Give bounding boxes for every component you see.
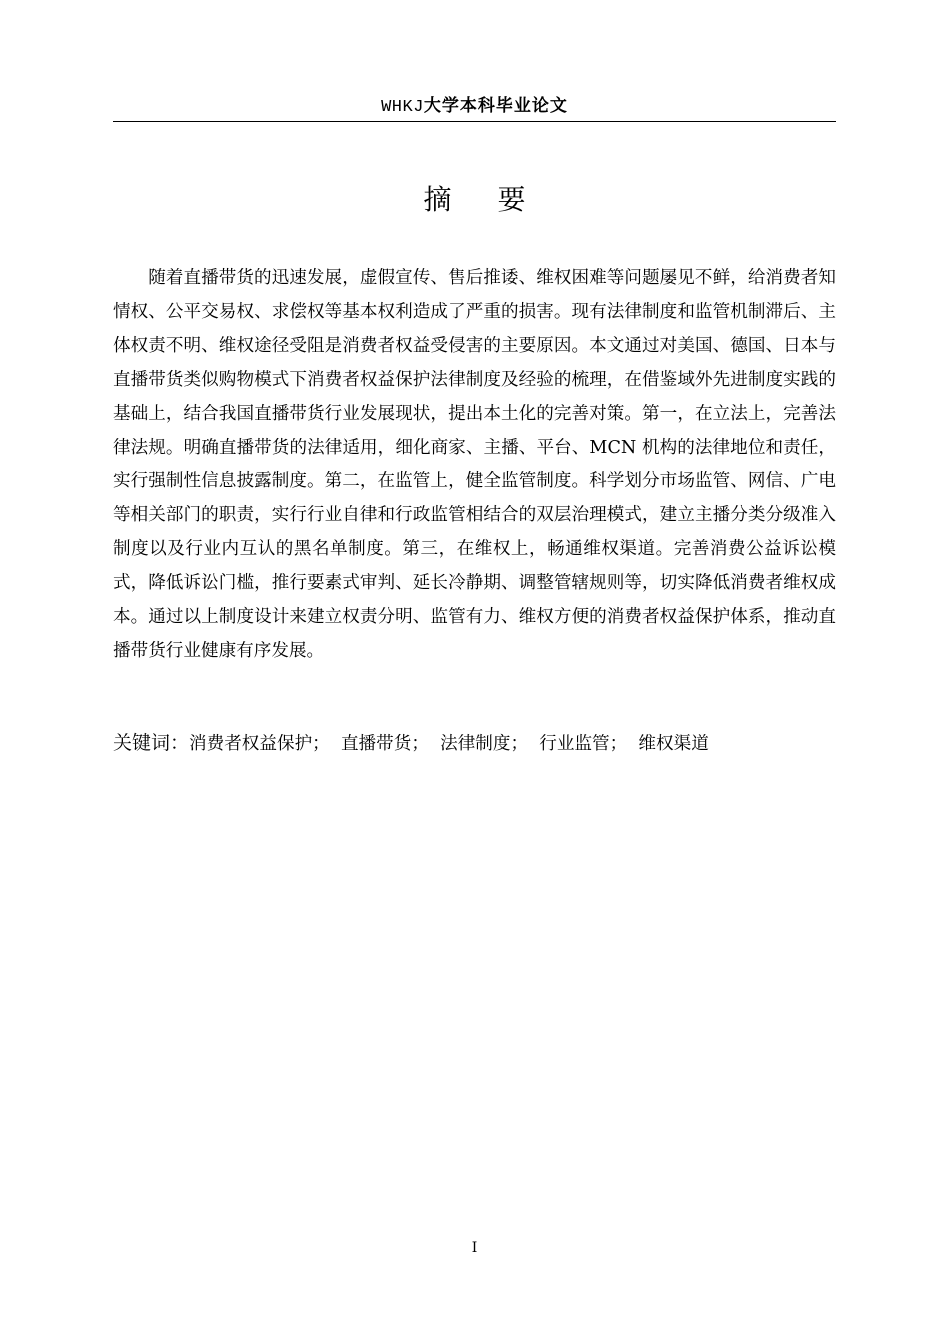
keywords-label: 关键词： <box>113 732 190 754</box>
keywords-line <box>113 728 836 759</box>
page-number: I <box>471 1240 478 1256</box>
document-type: 大学本科毕业论文 <box>423 96 568 116</box>
header-rule <box>113 121 836 122</box>
abstract-title: 摘要 <box>423 183 572 216</box>
keywords-list: 消费者权益保护； 直播带货； 法律制度； 行业监管； 维权渠道 <box>189 734 709 754</box>
running-header <box>113 92 836 121</box>
abstract-body: 随着直播带货的迅速发展，虚假宣传、售后推诿、维权困难等问题屡见不鲜，给消费者知情权、公平交易权、求偿权等基本权利造成了严重的损害。现有法律制度和监管机制滞后、主体权责不明、维权途径受阻是消费者权益受侵害的主要原因。本文通过对美国、德国、日本与直播带货类似购物模式下消费者权益保护法律制度及经验的梳理，在借鉴域外先进制度实践的基础上，结合我国直播带货行业发展现状，提出本土化的完善对策。第一，在立法上，完善法律法规。明确直播带货的法律适用，细化商家、主播、平台、MCN 机构的法律地位和责任，实行强制性信息披露制度。第二，在监管上，健全监管制度。科学划分市场监管、网信、广电等相关部门的职责，实行行业自律和行政监管相结合的双层治理模式，建立主播分类分级准入制度以及行业内互认的黑名单制度。第三，在维权上，畅通维权渠道。完善消费公益诉讼模式，降低诉讼门槛，推行要素式审判、延长冷静期、调整管辖规则等，切实降低消费者维权成本。通过以上制度设计来建立权责分明、监管有力、维权方便的消费者权益保护体系，推动直播带货行业健康有序发展。 <box>113 268 836 661</box>
university-name: WHKJ <box>381 98 424 117</box>
